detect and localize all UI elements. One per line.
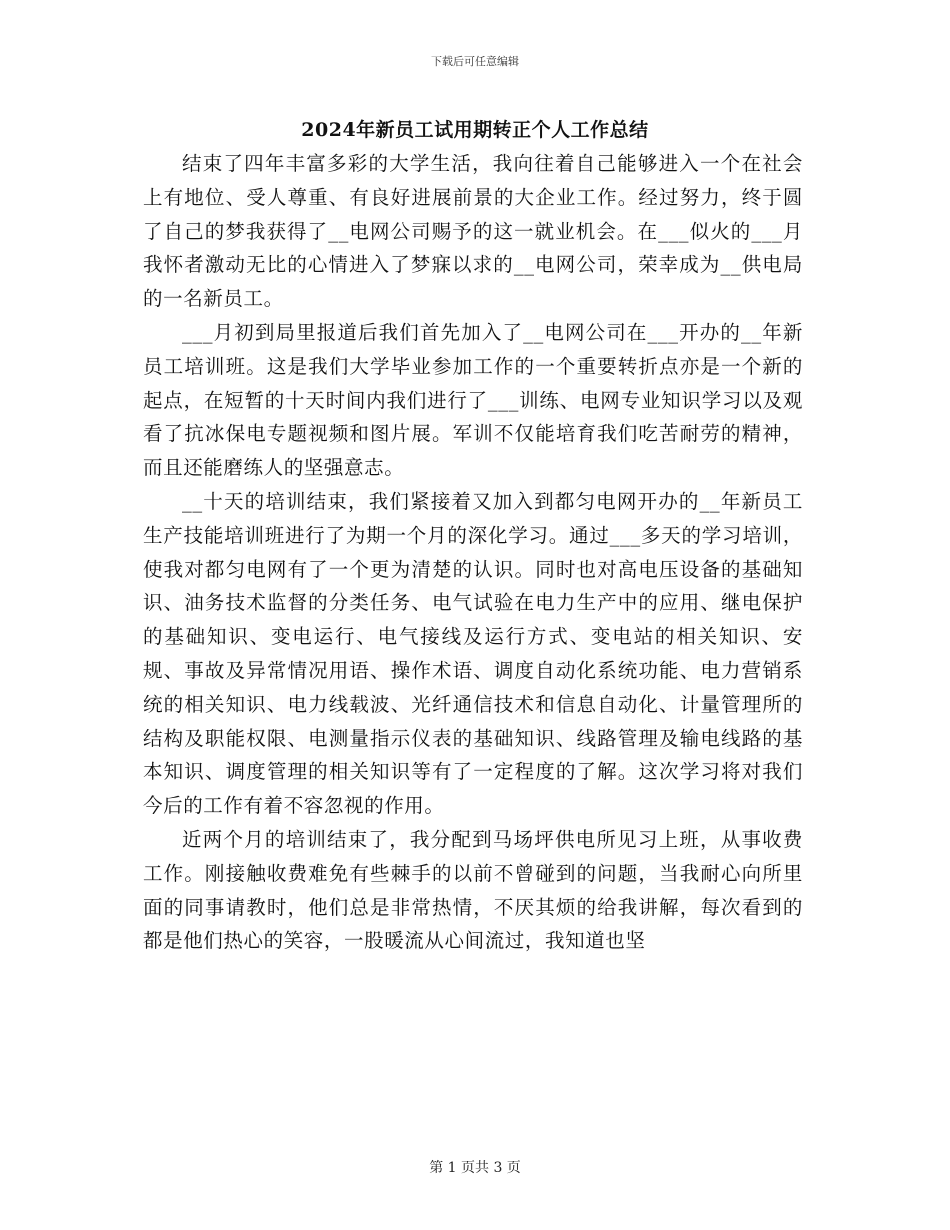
document-body [143,147,803,958]
paragraph-2: ___月初到局里报道后我们首先加入了__电网公司在___开办的__年新员工培训班。这是我们大学毕业参加工作的一个重要转折点亦是一个新的起点，在短暂的十天时间内我们进行了___训练、电网专业知识学习以及观看了抗冰保电专题视频和图片展。军训不仅能培育我们吃苦耐劳的精神，而且还能磨练人的坚强意志。 [143,320,803,480]
page-number: 第 1 页共 3 页 [429,1160,521,1176]
header-note: 下载后可任意编辑 [431,55,519,68]
paragraph-1: 结束了四年丰富多彩的大学生活，我向往着自己能够进入一个在社会上有地位、受人尊重、有良好进展前景的大企业工作。经过努力，终于圆了自己的梦我获得了__电网公司赐予的这一就业机会。在___似火的___月我怀者激动无比的心情进入了梦寐以求的__电网公司，荣幸成为__供电局的一名新员工。 [143,152,803,311]
document-title: 2024年新员工试用期转正个人工作总结 [301,119,649,141]
paragraph-4: 近两个月的培训结束了，我分配到马场坪供电所见习上班，从事收费工作。刚接触收费难免有些棘手的以前不曾碰到的问题，当我耐心向所里面的同事请教时，他们总是非常热情，不厌其烦的给我讲解，每次看到的都是他们热心的笑容，一股暖流从心间流过，我知道也坚 [143,827,803,953]
paragraph-3: __十天的培训结束，我们紧接着又加入到都匀电网开办的__年新员工生产技能培训班进行了为期一个月的深化学习。通过___多天的学习培训，使我对都匀电网有了一个更为清楚的认识。同时也对高电压设备的基础知识、油务技术监督的分类任务、电气试验在电力生产中的应用、继电保护的基础知识、变电运行、电气接线及运行方式、变电站的相关知识、安规、事故及异常情况用语、操作术语、调度自动化系统功能、电力营销系统的相关知识、电力线载波、光纤通信技术和信息自动化、计量管理所的结构及职能权限、电测量指示仪表的基础知识、线路管理及输电线路的基本知识、调度管理的相关知识等有了一定程度的了解。这次学习将对我们今后的工作有着不容忽视的作用。 [143,489,803,818]
